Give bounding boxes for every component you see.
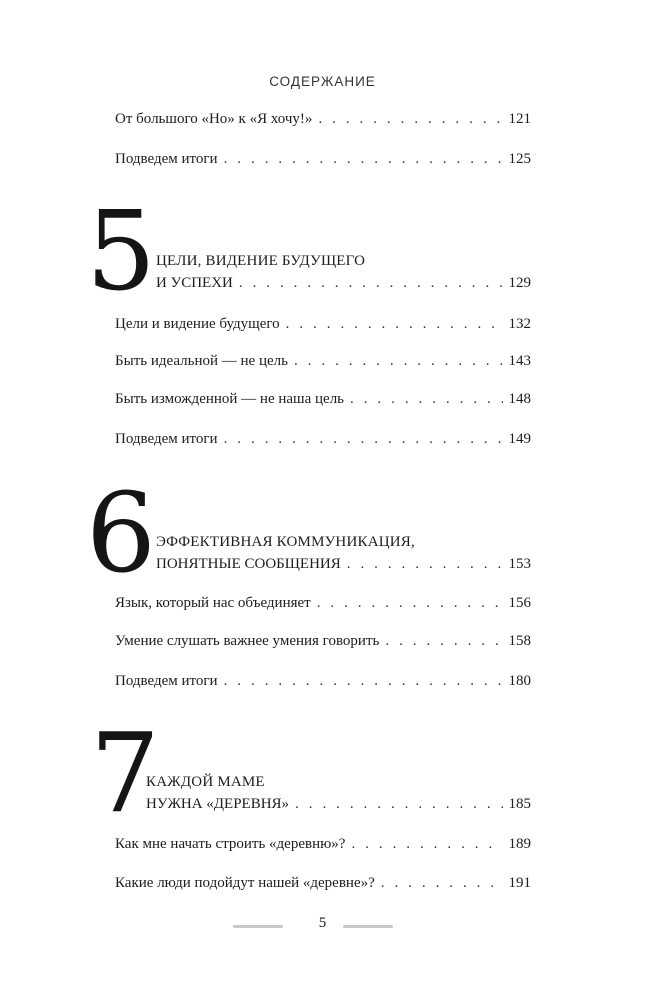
leader-dots [224, 670, 503, 692]
toc-entry-page: 189 [508, 836, 531, 852]
leader-dots [318, 108, 502, 130]
toc-entry-page: 180 [508, 673, 531, 689]
toc-entry[interactable] [115, 313, 531, 335]
chapter-title-line2: И УСПЕХИ [156, 275, 233, 291]
toc-entry-title: Умение слушать важнее умения говорить [115, 633, 380, 649]
toc-entry-page: 121 [508, 111, 531, 127]
chapter-page: 153 [508, 556, 531, 572]
chapter-number: 5 [86, 187, 156, 315]
toc-entry[interactable] [115, 428, 531, 450]
chapter-page: 185 [508, 796, 531, 812]
toc-entry-title: Язык, который нас объединяет [115, 595, 311, 611]
leader-dots [224, 428, 503, 450]
leader-dots [350, 388, 502, 410]
toc-entry[interactable] [115, 148, 531, 170]
leader-dots [317, 592, 503, 614]
chapter-title-line2: НУЖНА «ДЕРЕВНЯ» [146, 796, 290, 812]
running-header: СОДЕРЖАНИЕ [269, 74, 376, 89]
leader-dots [295, 793, 502, 815]
toc-entry-title: Цели и видение будущего [115, 316, 280, 332]
toc-entry-page: 148 [508, 391, 531, 407]
toc-entry-title: Подведем итоги [115, 673, 218, 689]
toc-entry-title: От большого «Но» к «Я хочу!» [115, 111, 313, 127]
leader-dots [294, 350, 503, 372]
toc-entry[interactable] [115, 388, 531, 410]
toc-entry-page: 149 [508, 431, 531, 447]
leader-dots [351, 833, 502, 855]
page-number: 5 [318, 915, 327, 931]
chapter-page: 129 [508, 275, 531, 291]
toc-entry-title: Быть изможденной — не наша цель [115, 391, 345, 407]
toc-entry-title: Как мне начать строить «деревню»? [115, 836, 346, 852]
chapter-title-entry[interactable] [156, 272, 531, 294]
chapter-title-entry[interactable] [156, 553, 531, 575]
toc-entry-page: 156 [508, 595, 531, 611]
toc-entry-page: 191 [508, 875, 531, 891]
toc-entry[interactable] [115, 833, 531, 855]
toc-entry[interactable] [115, 630, 531, 652]
toc-entry[interactable] [115, 592, 531, 614]
leader-dots [286, 313, 503, 335]
leader-dots [347, 553, 503, 575]
chapter-title-entry[interactable] [146, 793, 531, 815]
chapter-number: 7 [90, 709, 160, 837]
leader-dots [239, 272, 503, 294]
toc-entry-title: Какие люди подойдут нашей «деревне»? [115, 875, 375, 891]
leader-dots [385, 630, 502, 652]
toc-entry-title: Подведем итоги [115, 151, 218, 167]
toc-entry[interactable] [115, 670, 531, 692]
chapter-title-line1: ЭФФЕКТИВНАЯ КОММУНИКАЦИЯ, [156, 534, 415, 550]
toc-entry-page: 158 [508, 633, 531, 649]
chapter-title-line1: КАЖДОЙ МАМЕ [146, 774, 265, 790]
chapter-number: 6 [86, 469, 156, 597]
footer-decoration-right [343, 925, 393, 928]
toc-entry-page: 132 [508, 316, 531, 332]
toc-entry-title: Быть идеальной — не цель [115, 353, 288, 369]
toc-entry-page: 143 [508, 353, 531, 369]
toc-entry[interactable] [115, 872, 531, 894]
toc-entry-page: 125 [508, 151, 531, 167]
toc-entry[interactable] [115, 108, 531, 130]
toc-entry[interactable] [115, 350, 531, 372]
leader-dots [381, 872, 503, 894]
toc-entry-title: Подведем итоги [115, 431, 218, 447]
chapter-title-line2: ПОНЯТНЫЕ СООБЩЕНИЯ [156, 556, 341, 572]
chapter-title-line1: ЦЕЛИ, ВИДЕНИЕ БУДУЩЕГО [156, 253, 366, 269]
leader-dots [224, 148, 503, 170]
